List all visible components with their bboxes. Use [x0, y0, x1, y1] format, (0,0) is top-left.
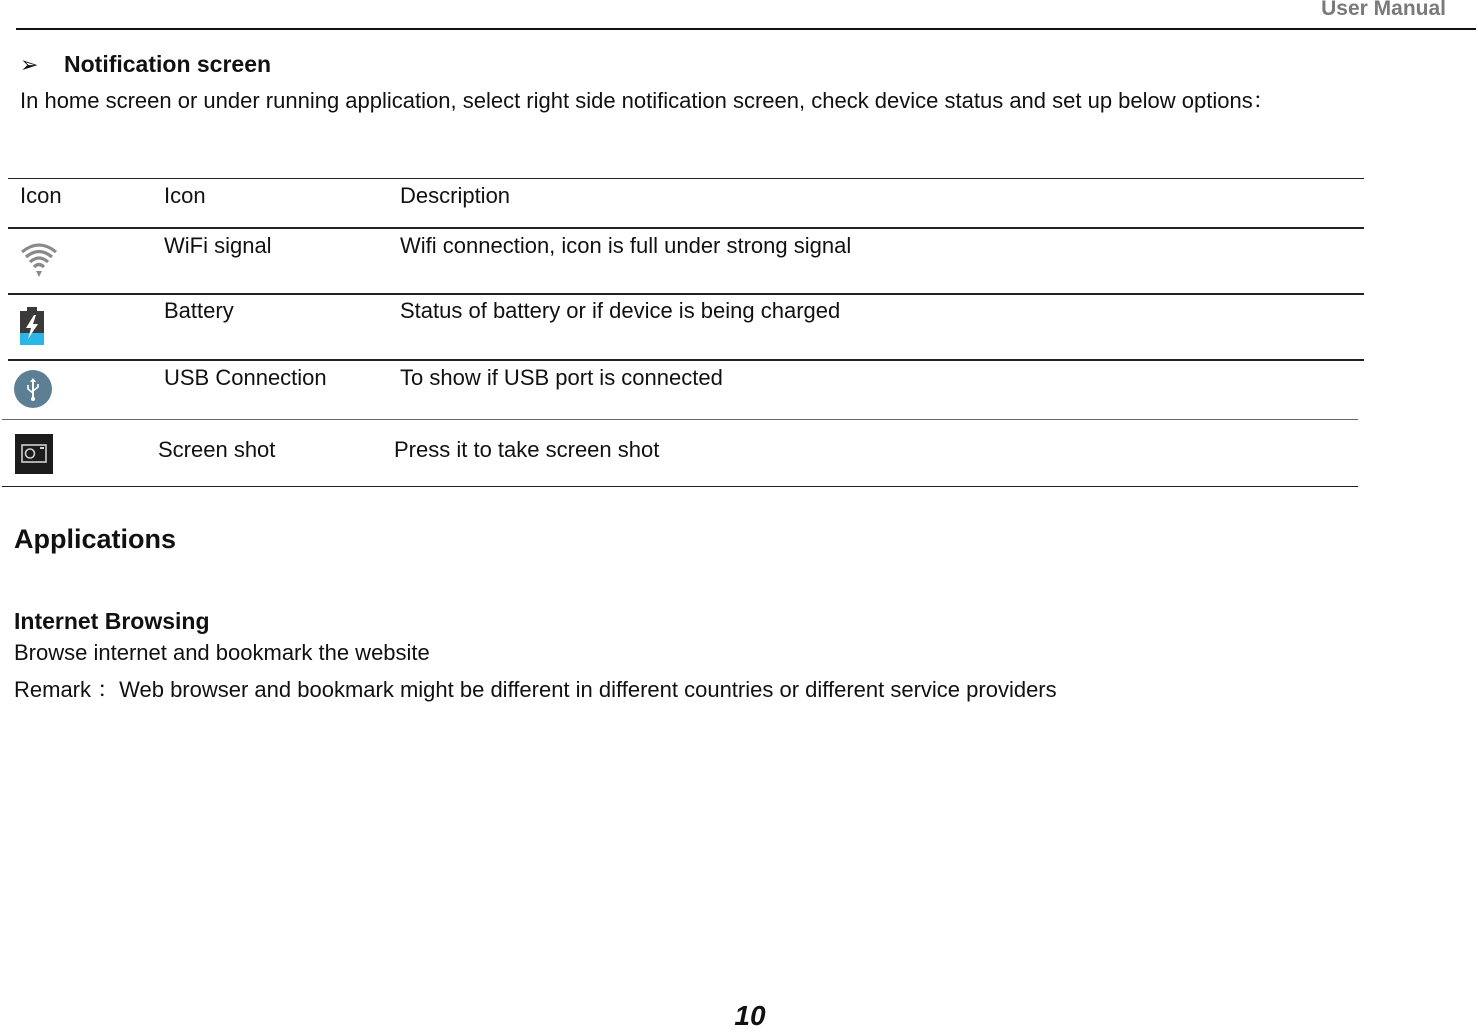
usb-icon: [13, 369, 53, 409]
screenshot-icon: [15, 434, 53, 474]
applications-title: Applications: [14, 524, 177, 554]
table-rule-2: [8, 359, 1364, 361]
notification-section-title: [20, 51, 271, 78]
table-rule-top: [8, 178, 1364, 179]
table-cell-name: Screen shot: [158, 437, 276, 462]
header-rule: [16, 28, 1476, 30]
page-header-label: User Manual: [1321, 0, 1446, 20]
internet-browsing-remark: Remark ：Web browser and bookmark might be different in different countries or different service providers: [14, 677, 1057, 702]
internet-browsing-text: Browse internet and bookmark the website: [14, 640, 430, 665]
table-cell-name: Battery: [164, 298, 234, 323]
page-number: 10: [734, 1000, 766, 1031]
table-cell-description: Wifi connection, icon is full under strong signal: [400, 233, 852, 258]
bullet-arrow: ➢: [20, 51, 39, 77]
table-rule-1: [8, 293, 1364, 295]
table-header-description: Description: [400, 183, 511, 208]
table-rule-3: [2, 419, 1358, 420]
table-rule-header: [8, 227, 1364, 229]
table-cell-name: USB Connection: [164, 365, 327, 390]
table-header-name: Icon: [164, 183, 206, 208]
table-cell-description: To show if USB port is connected: [400, 365, 723, 390]
notification-title-text: Notification screen: [64, 51, 272, 77]
table-header-icon: Icon: [20, 183, 62, 208]
table-cell-name: WiFi signal: [164, 233, 272, 258]
table-cell-description: Status of battery or if device is being charged: [400, 298, 841, 323]
notification-intro: In home screen or under running application, select right side notification screen, check device status and set up below options：: [20, 88, 1275, 113]
table-cell-description: Press it to take screen shot: [394, 437, 660, 462]
table-rule-bottom: [2, 486, 1358, 487]
battery-charging-icon: [19, 306, 45, 346]
internet-browsing-title: Internet Browsing: [14, 608, 210, 634]
wifi-icon: [20, 240, 58, 280]
